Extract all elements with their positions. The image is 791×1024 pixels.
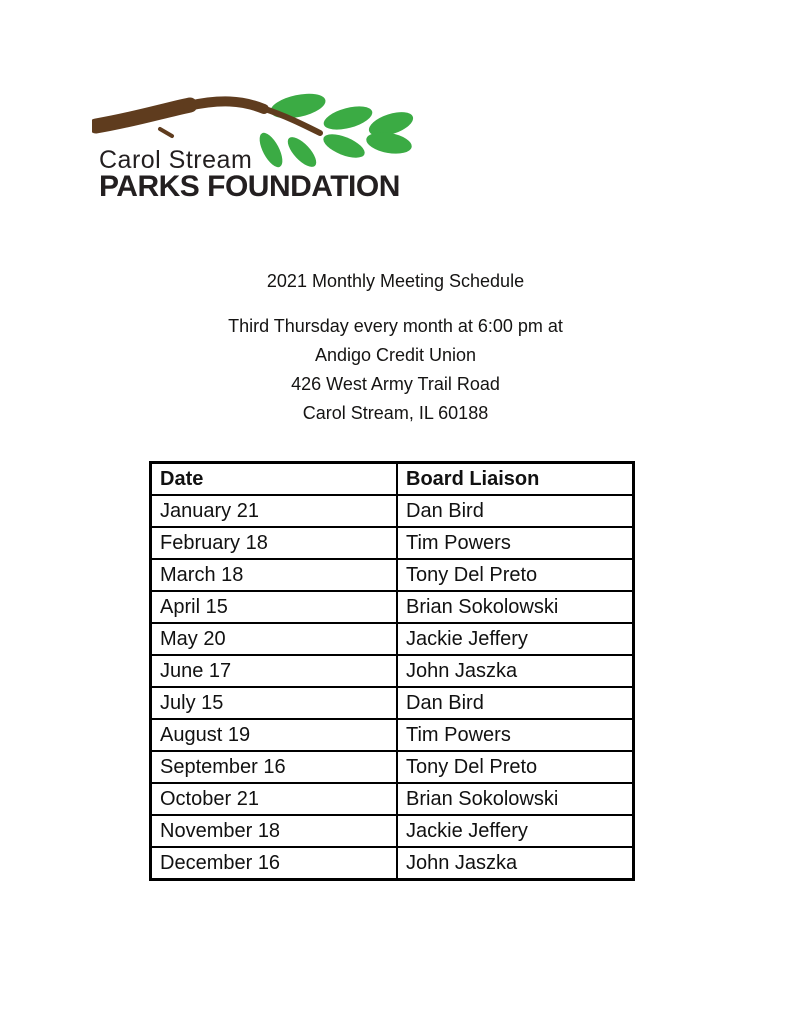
liaison-cell: Brian Sokolowski	[397, 591, 634, 623]
date-cell: January 21	[151, 495, 398, 527]
detail-line: Third Thursday every month at 6:00 pm at	[228, 316, 563, 336]
liaison-cell: Tim Powers	[397, 719, 634, 751]
date-cell: March 18	[151, 559, 398, 591]
meeting-details	[0, 312, 791, 428]
detail-line: Carol Stream, IL 60188	[302, 403, 489, 423]
table-row	[151, 559, 634, 591]
detail-line: 426 West Army Trail Road	[291, 374, 500, 394]
liaison-cell: John Jaszka	[397, 847, 634, 880]
table-row	[151, 687, 634, 719]
date-cell: May 20	[151, 623, 398, 655]
column-header-date: Date	[151, 463, 398, 496]
liaison-cell: Dan Bird	[397, 687, 634, 719]
table-row	[151, 623, 634, 655]
date-cell: December 16	[151, 847, 398, 880]
table-row	[151, 527, 634, 559]
logo-org-name: Carol Stream	[99, 146, 253, 174]
date-cell: September 16	[151, 751, 398, 783]
liaison-cell: Tim Powers	[397, 527, 634, 559]
table-row	[151, 655, 634, 687]
parks-foundation-logo	[92, 86, 432, 206]
date-cell: July 15	[151, 687, 398, 719]
schedule-table	[149, 461, 635, 881]
table-row	[151, 783, 634, 815]
table-row	[151, 495, 634, 527]
table-row	[151, 719, 634, 751]
table-row	[151, 847, 634, 880]
table-row	[151, 815, 634, 847]
page-title: 2021 Monthly Meeting Schedule	[266, 271, 525, 291]
date-cell: February 18	[151, 527, 398, 559]
logo-org-subname: PARKS FOUNDATION	[99, 170, 400, 203]
date-cell: April 15	[151, 591, 398, 623]
liaison-cell: Tony Del Preto	[397, 559, 634, 591]
table-row	[151, 591, 634, 623]
table-body	[151, 495, 634, 880]
date-cell: November 18	[151, 815, 398, 847]
liaison-cell: John Jaszka	[397, 655, 634, 687]
liaison-cell: Tony Del Preto	[397, 751, 634, 783]
liaison-cell: Jackie Jeffery	[397, 623, 634, 655]
date-cell: October 21	[151, 783, 398, 815]
liaison-cell: Dan Bird	[397, 495, 634, 527]
column-header-liaison: Board Liaison	[397, 463, 634, 496]
liaison-cell: Brian Sokolowski	[397, 783, 634, 815]
detail-line: Andigo Credit Union	[314, 345, 477, 365]
table-row	[151, 751, 634, 783]
liaison-cell: Jackie Jeffery	[397, 815, 634, 847]
date-cell: August 19	[151, 719, 398, 751]
date-cell: June 17	[151, 655, 398, 687]
table-header-row	[151, 463, 634, 496]
